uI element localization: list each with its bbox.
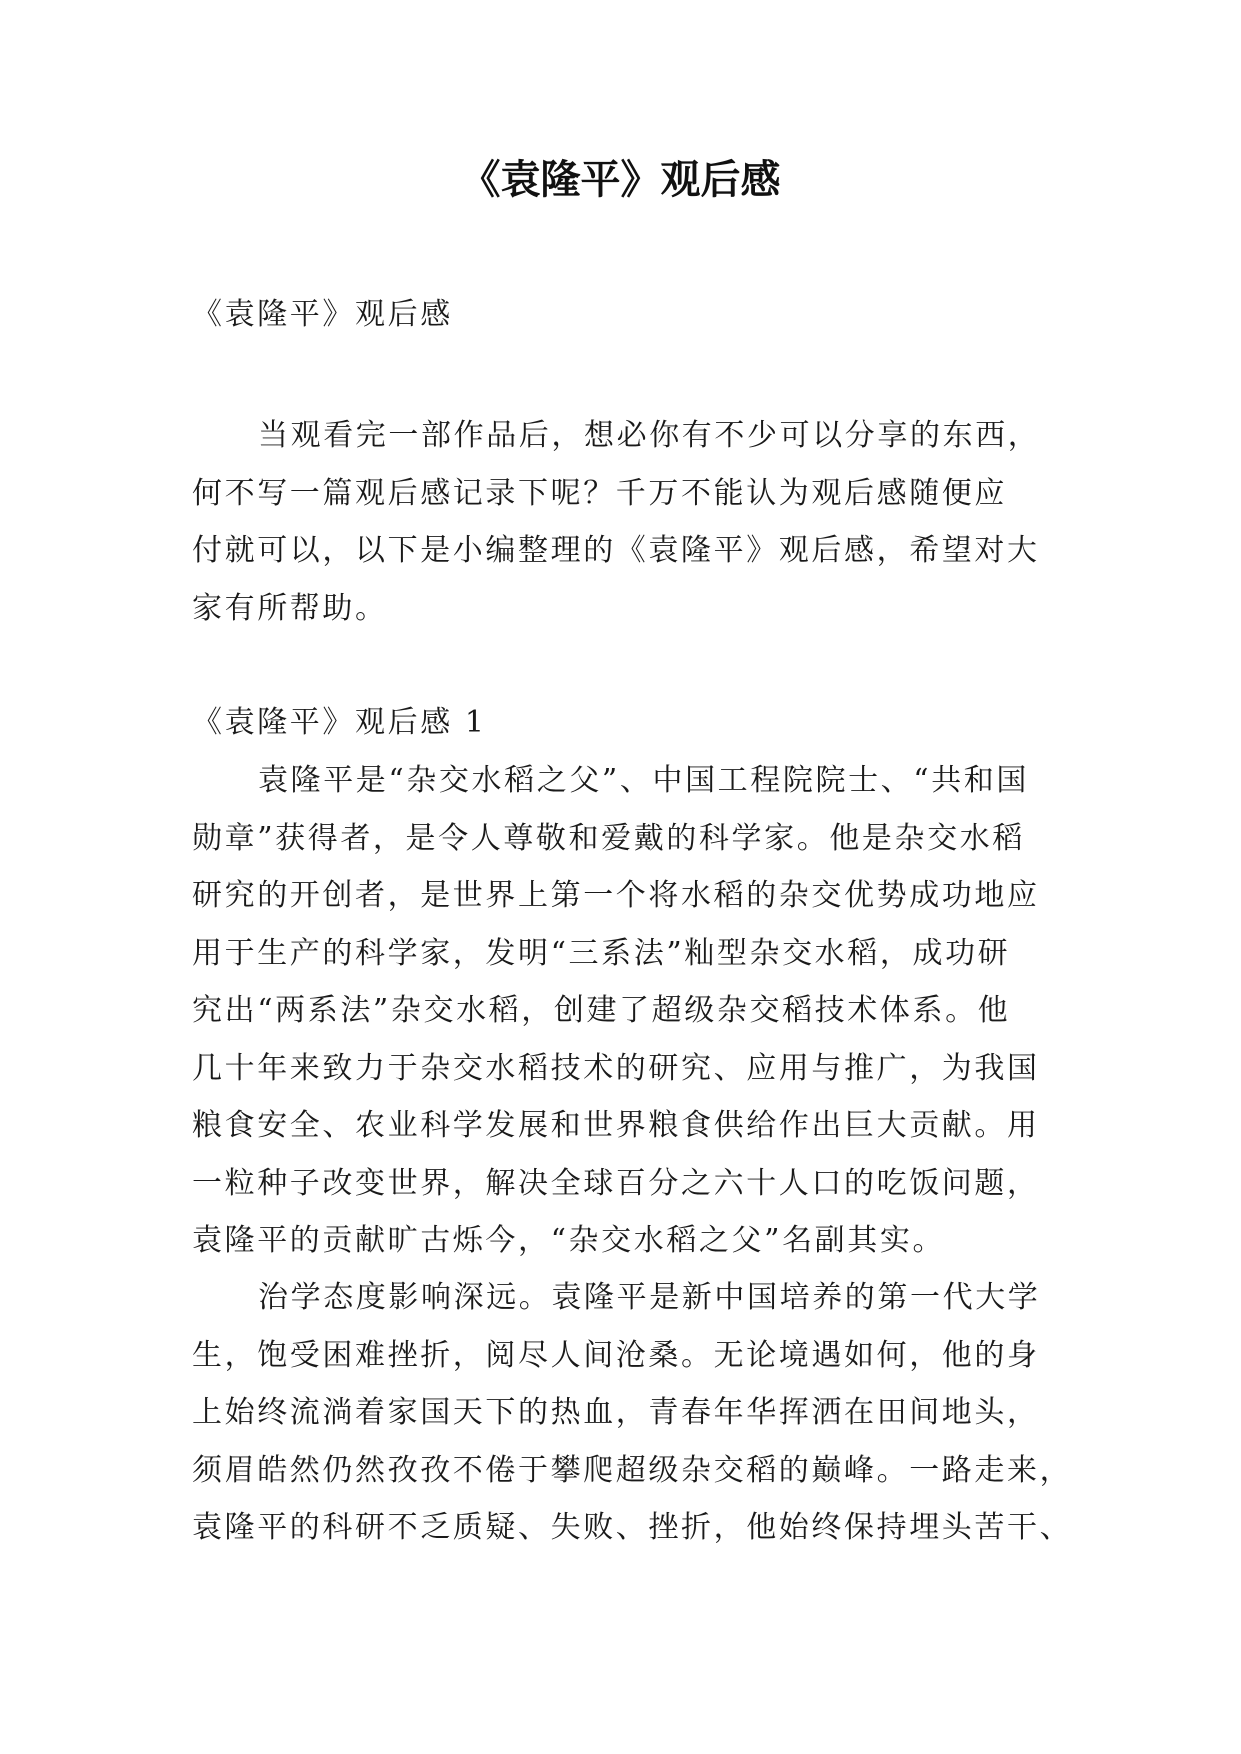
paragraph-1 <box>192 752 1052 1270</box>
paragraph-line: 须眉皓然仍然孜孜不倦于攀爬超级杂交稻的巅峰。一路走来， <box>192 1452 1073 1488</box>
paragraph-line: 勋章”获得者，是令人尊敬和爱戴的科学家。他是杂交水稻 <box>192 820 1025 856</box>
intro-line: 家有所帮助。 <box>192 590 388 626</box>
document-subtitle: 《袁隆平》观后感 <box>192 297 453 332</box>
paragraph-line: 一粒种子改变世界，解决全球百分之六十人口的吃饭问题， <box>192 1165 1040 1201</box>
intro-paragraph <box>192 407 1052 637</box>
paragraph-line: 用于生产的科学家，发明“三系法”籼型杂交水稻，成功研 <box>192 935 1011 971</box>
paragraph-line: 袁隆平是“杂交水稻之父”、中国工程院院士、“共和国 <box>258 763 1030 798</box>
section-heading: 《袁隆平》观后感 1 <box>192 705 487 740</box>
paragraph-line: 袁隆平的科研不乏质疑、失败、挫折，他始终保持埋头苦干、 <box>192 1510 1073 1545</box>
paragraph-line: 治学态度影响深远。袁隆平是新中国培养的第一代大学 <box>258 1280 1041 1315</box>
paragraph-line: 究出“两系法”杂交水稻，创建了超级杂交稻技术体系。他 <box>192 993 1011 1028</box>
intro-line: 当观看完一部作品后，想必你有不少可以分享的东西， <box>258 418 1041 453</box>
paragraph-line: 粮食安全、农业科学发展和世界粮食供给作出巨大贡献。用 <box>192 1108 1040 1143</box>
paragraph-line: 生，饱受困难挫折，阅尽人间沧桑。无论境遇如何，他的身 <box>192 1337 1040 1373</box>
intro-line: 何不写一篇观后感记录下呢？千万不能认为观后感随便应 <box>192 475 1007 511</box>
paragraph-line: 袁隆平的贡献旷古烁今，“杂交水稻之父”名副其实。 <box>192 1223 946 1258</box>
intro-line: 付就可以，以下是小编整理的《袁隆平》观后感，希望对大 <box>192 533 1040 568</box>
paragraph-line: 上始终流淌着家国天下的热血，青春年华挥洒在田间地头， <box>192 1395 1040 1430</box>
paragraph-line: 研究的开创者，是世界上第一个将水稻的杂交优势成功地应 <box>192 878 1040 913</box>
paragraph-line: 几十年来致力于杂交水稻技术的研究、应用与推广，为我国 <box>192 1050 1040 1086</box>
paragraph-2 <box>192 1269 1073 1557</box>
document-title: 《袁隆平》观后感 <box>460 156 781 203</box>
